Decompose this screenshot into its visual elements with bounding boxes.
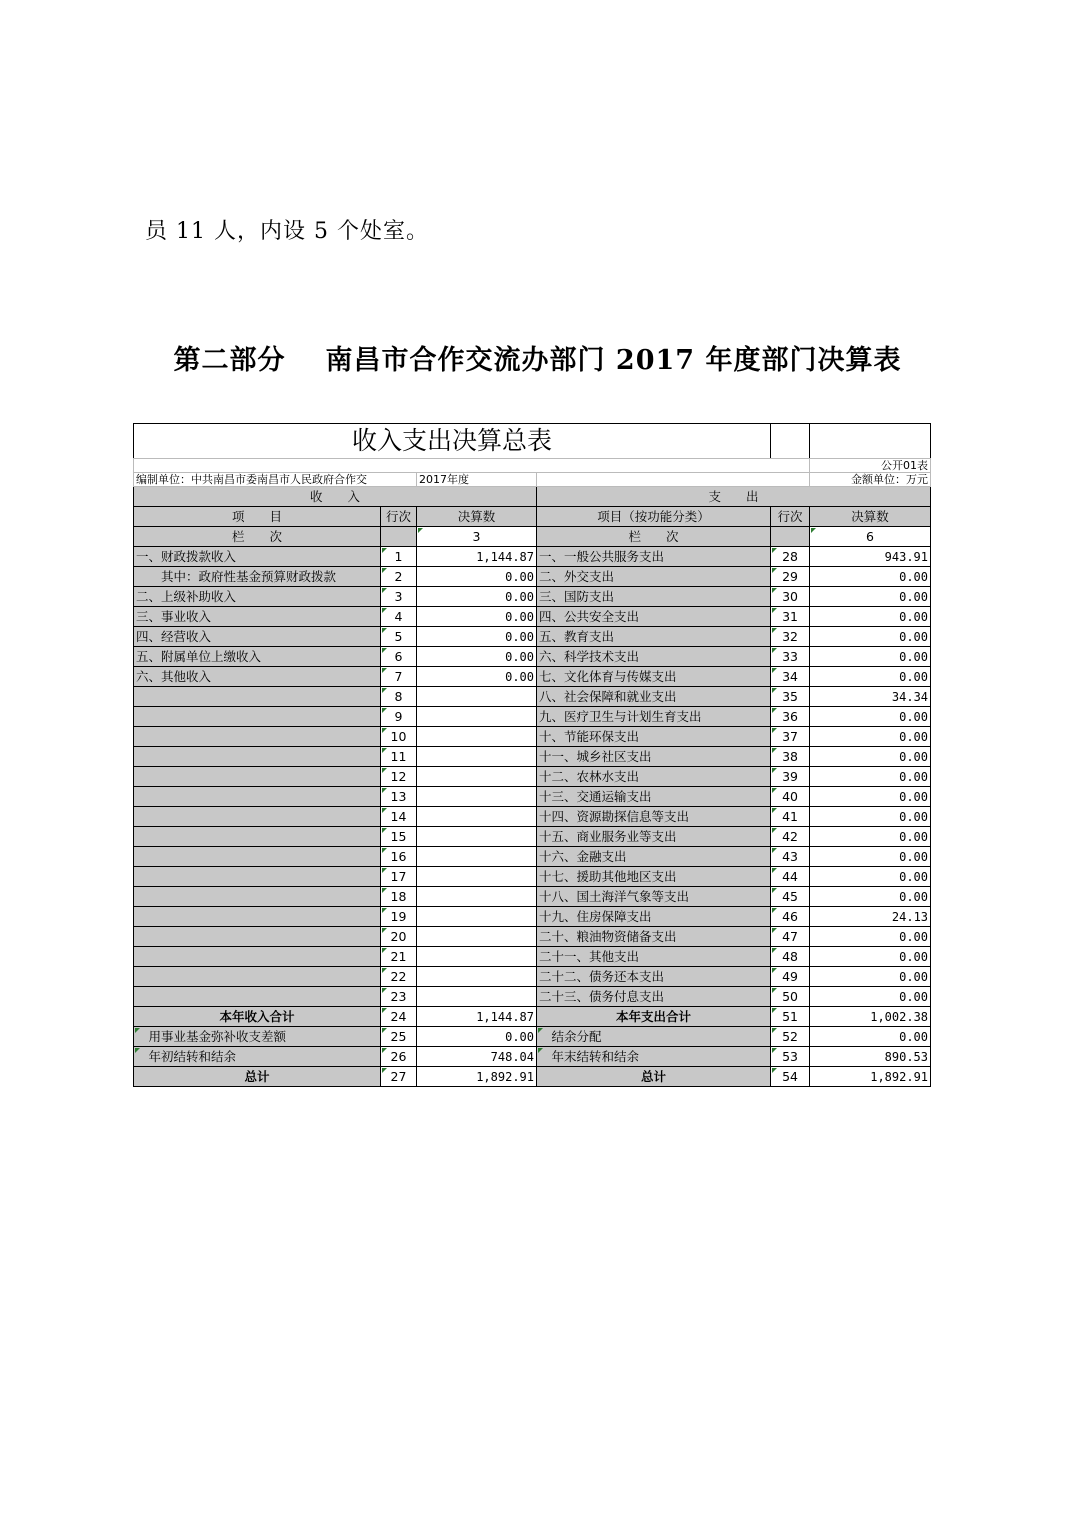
expense-line-no: 47: [771, 927, 810, 947]
income-total-amount: 748.04: [417, 1047, 537, 1067]
expense-item: 二十一、其他支出: [537, 947, 771, 967]
compiling-unit: 编制单位：中共南昌市委南昌市人民政府合作交: [134, 473, 417, 487]
income-line-no: 8: [381, 687, 417, 707]
income-item: [134, 927, 381, 947]
expense-item: 六、科学技术支出: [537, 647, 771, 667]
expense-total-item: 结余分配: [537, 1027, 771, 1047]
income-amount: [417, 807, 537, 827]
income-item: 六、其他收入: [134, 667, 381, 687]
income-line-no: 19: [381, 907, 417, 927]
income-line-no: 9: [381, 707, 417, 727]
table-row: [134, 687, 931, 707]
income-line-no: 10: [381, 727, 417, 747]
income-line-no: 12: [381, 767, 417, 787]
income-amount: 0.00: [417, 667, 537, 687]
income-item: [134, 987, 381, 1007]
part-label: 第二部分: [173, 345, 286, 376]
income-line-no: 15: [381, 827, 417, 847]
income-item: 四、经营收入: [134, 627, 381, 647]
income-amount: [417, 707, 537, 727]
expense-total-item: 年末结转和结余: [537, 1047, 771, 1067]
expense-total-line-no: 54: [771, 1067, 810, 1087]
col-item-func: 项目（按功能分类）: [537, 507, 771, 527]
income-total-item: 用事业基金弥补收支差额: [134, 1027, 381, 1047]
income-line-no: 18: [381, 887, 417, 907]
expense-total-item: 本年支出合计: [537, 1007, 771, 1027]
table-row: [134, 607, 931, 627]
expense-item: 三、国防支出: [537, 587, 771, 607]
income-item: [134, 787, 381, 807]
income-line-no: 4: [381, 607, 417, 627]
table-row: [134, 887, 931, 907]
table-row: [134, 747, 931, 767]
expense-item: 二十、粮油物资储备支出: [537, 927, 771, 947]
income-amount: 0.00: [417, 567, 537, 587]
expense-amount: 0.00: [810, 607, 931, 627]
income-amount: 0.00: [417, 627, 537, 647]
expense-amount: 0.00: [810, 847, 931, 867]
table-row: [134, 827, 931, 847]
expense-amount: 0.00: [810, 967, 931, 987]
expense-amount: 943.91: [810, 547, 931, 567]
income-line-no: 22: [381, 967, 417, 987]
expense-line-no: 50: [771, 987, 810, 1007]
table-row: [134, 907, 931, 927]
report-year: 2017年度: [417, 473, 537, 487]
lanci-label-2: 栏 次: [537, 527, 771, 547]
income-amount: 0.00: [417, 587, 537, 607]
expense-total-line-no: 52: [771, 1027, 810, 1047]
expense-line-no: 33: [771, 647, 810, 667]
expense-amount: 0.00: [810, 627, 931, 647]
expense-item: 二十二、债务还本支出: [537, 967, 771, 987]
intro-text: 员 11 人，内设 5 个处室。: [145, 219, 429, 244]
part-title: [0, 338, 1075, 377]
expense-amount: 0.00: [810, 647, 931, 667]
expense-line-no: 48: [771, 947, 810, 967]
table-row: [134, 707, 931, 727]
expense-header: 支 出: [537, 487, 931, 507]
expense-line-no: 40: [771, 787, 810, 807]
expense-total-line-no: 53: [771, 1047, 810, 1067]
income-line-no: 7: [381, 667, 417, 687]
expense-amount: 0.00: [810, 587, 931, 607]
income-amount: [417, 887, 537, 907]
expense-item: 十四、资源勘探信息等支出: [537, 807, 771, 827]
income-total-amount: 0.00: [417, 1027, 537, 1047]
expense-total-amount: 1,002.38: [810, 1007, 931, 1027]
col-number-6: 6: [810, 527, 931, 547]
expense-item: 十六、金融支出: [537, 847, 771, 867]
income-line-no: 6: [381, 647, 417, 667]
expense-line-no: 45: [771, 887, 810, 907]
expense-total-amount: 1,892.91: [810, 1067, 931, 1087]
income-item: [134, 947, 381, 967]
expense-line-no: 43: [771, 847, 810, 867]
income-item: [134, 767, 381, 787]
expense-line-no: 46: [771, 907, 810, 927]
income-line-no: 16: [381, 847, 417, 867]
expense-amount: 0.00: [810, 807, 931, 827]
income-line-no: 1: [381, 547, 417, 567]
income-item: [134, 807, 381, 827]
income-item: 五、附属单位上缴收入: [134, 647, 381, 667]
table-row: [134, 947, 931, 967]
income-total-item: 年初结转和结余: [134, 1047, 381, 1067]
col-item: 项 目: [134, 507, 381, 527]
expense-line-no: 39: [771, 767, 810, 787]
income-line-no: 23: [381, 987, 417, 1007]
income-total-amount: 1,892.91: [417, 1067, 537, 1087]
table-row: [134, 867, 931, 887]
table-row: [134, 787, 931, 807]
income-item: 其中：政府性基金预算财政拨款: [134, 567, 381, 587]
income-expense-table: [133, 423, 931, 1087]
table-row: [134, 627, 931, 647]
income-amount: [417, 867, 537, 887]
expense-line-no: 44: [771, 867, 810, 887]
expense-item: 十、节能环保支出: [537, 727, 771, 747]
table-row: [134, 927, 931, 947]
expense-line-no: 37: [771, 727, 810, 747]
expense-item: 四、公共安全支出: [537, 607, 771, 627]
table-row: [134, 647, 931, 667]
income-line-no: 11: [381, 747, 417, 767]
expense-amount: 0.00: [810, 827, 931, 847]
expense-amount: 24.13: [810, 907, 931, 927]
table-row: [134, 727, 931, 747]
col-number-3: 3: [417, 527, 537, 547]
expense-amount: 0.00: [810, 987, 931, 1007]
income-item: 一、财政拨款收入: [134, 547, 381, 567]
expense-item: 十三、交通运输支出: [537, 787, 771, 807]
table-row: [134, 987, 931, 1007]
income-item: [134, 967, 381, 987]
income-header: 收 入: [134, 487, 537, 507]
table-row: [134, 807, 931, 827]
form-number: 公开01表: [810, 459, 931, 473]
expense-line-no: 34: [771, 667, 810, 687]
income-line-no: 3: [381, 587, 417, 607]
expense-item: 十二、农林水支出: [537, 767, 771, 787]
income-item: [134, 887, 381, 907]
income-total-line-no: 26: [381, 1047, 417, 1067]
total-row: [134, 1067, 931, 1087]
col-amount2: 决算数: [810, 507, 931, 527]
income-amount: [417, 827, 537, 847]
expense-amount: 0.00: [810, 787, 931, 807]
table-row: [134, 547, 931, 567]
income-item: 三、事业收入: [134, 607, 381, 627]
table-row: [134, 967, 931, 987]
income-total-line-no: 24: [381, 1007, 417, 1027]
expense-line-no: 42: [771, 827, 810, 847]
expense-amount: 0.00: [810, 667, 931, 687]
income-amount: [417, 767, 537, 787]
expense-item: 十九、住房保障支出: [537, 907, 771, 927]
income-item: [134, 727, 381, 747]
income-amount: [417, 687, 537, 707]
income-amount: 0.00: [417, 647, 537, 667]
expense-amount: 0.00: [810, 887, 931, 907]
expense-amount: 34.34: [810, 687, 931, 707]
income-item: [134, 687, 381, 707]
income-line-no: 14: [381, 807, 417, 827]
income-total-line-no: 27: [381, 1067, 417, 1087]
income-line-no: 17: [381, 867, 417, 887]
income-amount: [417, 727, 537, 747]
expense-total-amount: 890.53: [810, 1047, 931, 1067]
table-row: [134, 667, 931, 687]
total-row: [134, 1027, 931, 1047]
lanci-label: 栏 次: [134, 527, 381, 547]
table-row: [134, 767, 931, 787]
expense-line-no: 29: [771, 567, 810, 587]
expense-amount: 0.00: [810, 707, 931, 727]
expense-line-no: 31: [771, 607, 810, 627]
income-amount: [417, 907, 537, 927]
expense-amount: 0.00: [810, 567, 931, 587]
expense-item: 八、社会保障和就业支出: [537, 687, 771, 707]
expense-item: 五、教育支出: [537, 627, 771, 647]
income-item: [134, 827, 381, 847]
expense-line-no: 35: [771, 687, 810, 707]
expense-amount: 0.00: [810, 927, 931, 947]
income-amount: [417, 947, 537, 967]
income-amount: [417, 847, 537, 867]
income-total-line-no: 25: [381, 1027, 417, 1047]
expense-item: 七、文化体育与传媒支出: [537, 667, 771, 687]
col-amount: 决算数: [417, 507, 537, 527]
income-amount: [417, 987, 537, 1007]
expense-amount: 0.00: [810, 727, 931, 747]
expense-item: 十一、城乡社区支出: [537, 747, 771, 767]
income-line-no: 2: [381, 567, 417, 587]
col-line2: 行次: [771, 507, 810, 527]
income-item: [134, 867, 381, 887]
expense-item: 十七、援助其他地区支出: [537, 867, 771, 887]
money-unit: 金额单位：万元: [810, 473, 931, 487]
expense-line-no: 49: [771, 967, 810, 987]
income-line-no: 21: [381, 947, 417, 967]
total-row: [134, 1047, 931, 1067]
expense-amount: 0.00: [810, 767, 931, 787]
expense-total-item: 总计: [537, 1067, 771, 1087]
income-total-item: 本年收入合计: [134, 1007, 381, 1027]
income-amount: [417, 927, 537, 947]
expense-amount: 0.00: [810, 867, 931, 887]
expense-line-no: 36: [771, 707, 810, 727]
income-item: [134, 707, 381, 727]
expense-line-no: 30: [771, 587, 810, 607]
expense-total-line-no: 51: [771, 1007, 810, 1027]
expense-amount: 0.00: [810, 947, 931, 967]
expense-item: 一、一般公共服务支出: [537, 547, 771, 567]
expense-line-no: 38: [771, 747, 810, 767]
table-title: 收入支出决算总表: [134, 424, 771, 459]
income-total-item: 总计: [134, 1067, 381, 1087]
income-line-no: 5: [381, 627, 417, 647]
expense-line-no: 32: [771, 627, 810, 647]
income-total-amount: 1,144.87: [417, 1007, 537, 1027]
income-item: [134, 907, 381, 927]
expense-item: 十五、商业服务业等支出: [537, 827, 771, 847]
expense-amount: 0.00: [810, 747, 931, 767]
expense-item: 二十三、债务付息支出: [537, 987, 771, 1007]
table-row: [134, 567, 931, 587]
income-amount: 1,144.87: [417, 547, 537, 567]
expense-item: 二、外交支出: [537, 567, 771, 587]
income-line-no: 20: [381, 927, 417, 947]
expense-total-amount: 0.00: [810, 1027, 931, 1047]
expense-item: 九、医疗卫生与计划生育支出: [537, 707, 771, 727]
income-amount: [417, 967, 537, 987]
col-line: 行次: [381, 507, 417, 527]
income-amount: [417, 747, 537, 767]
total-row: [134, 1007, 931, 1027]
part-name: 南昌市合作交流办部门 2017 年度部门决算表: [325, 345, 902, 376]
table-row: [134, 587, 931, 607]
income-item: 二、上级补助收入: [134, 587, 381, 607]
income-item: [134, 747, 381, 767]
expense-item: 十八、国土海洋气象等支出: [537, 887, 771, 907]
expense-line-no: 28: [771, 547, 810, 567]
income-item: [134, 847, 381, 867]
table-row: [134, 847, 931, 867]
income-line-no: 13: [381, 787, 417, 807]
expense-line-no: 41: [771, 807, 810, 827]
income-amount: 0.00: [417, 607, 537, 627]
income-amount: [417, 787, 537, 807]
